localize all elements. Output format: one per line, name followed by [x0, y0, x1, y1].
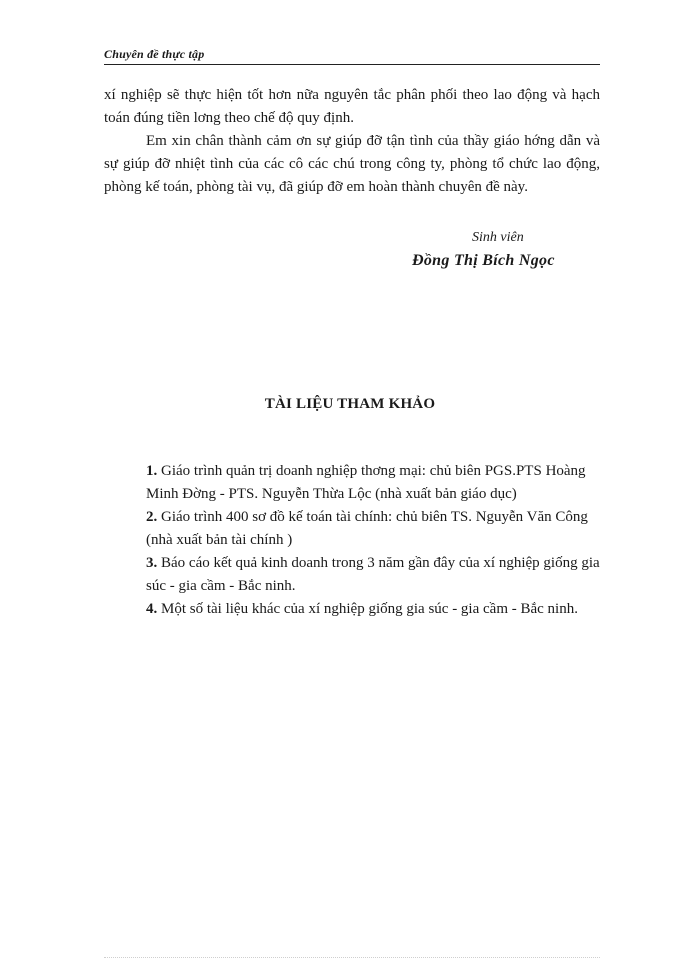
reference-item-2	[146, 506, 606, 552]
reference-number: 1.	[146, 463, 158, 479]
body-text	[104, 84, 600, 199]
reference-text: Giáo trình quản trị doanh nghiệp thơng mại: chủ biên PGS.PTS Hoàng Minh Đờng - PTS. Nguyễn Thừa Lộc (nhà xuất bản giáo dục)	[146, 463, 586, 502]
references-title: TÀI LIỆU THAM KHẢO	[264, 396, 436, 412]
reference-text: Một số tài liệu khác của xí nghiệp giống gia súc - gia cầm - Bắc ninh.	[157, 601, 578, 617]
running-header-title: Chuyên đề thực tập	[104, 47, 205, 61]
reference-text: Báo cáo kết quả kinh doanh trong 3 năm gần đây của xí nghiệp giống gia súc - gia cầm - Bắc ninh.	[146, 555, 600, 594]
reference-number: 2.	[146, 509, 158, 525]
reference-item-1	[146, 460, 606, 506]
reference-text: Giáo trình 400 sơ đồ kế toán tài chính: chủ biên TS. Nguyễn Văn Công (nhà xuất bản tài chính )	[146, 509, 588, 548]
reference-item-4	[146, 598, 606, 621]
signature-name: Đồng Thị Bích Ngọc	[412, 252, 555, 269]
reference-number: 3.	[146, 555, 158, 571]
references-list	[146, 460, 606, 621]
page-bottom-divider	[104, 957, 600, 958]
signature-block	[390, 228, 620, 274]
paragraph-1: xí nghiệp sẽ thực hiện tốt hơn nữa nguyên tắc phân phối theo lao động và hạch toán đúng tiền lơng theo chế độ quy định.	[104, 87, 600, 126]
signature-role: Sinh viên	[472, 230, 524, 245]
reference-number: 4.	[146, 601, 158, 617]
paragraph-2: Em xin chân thành cảm ơn sự giúp đỡ tận tình của thầy giáo hớng dẫn và sự giúp đỡ nhiệt tình của các cô các chú trong công ty, phòng tổ chức lao động, phòng kế toán, phòng tài vụ, đã giúp đỡ em hoàn thành chuyên đề này.	[104, 133, 600, 195]
running-header	[104, 44, 600, 65]
reference-item-3	[146, 552, 606, 598]
